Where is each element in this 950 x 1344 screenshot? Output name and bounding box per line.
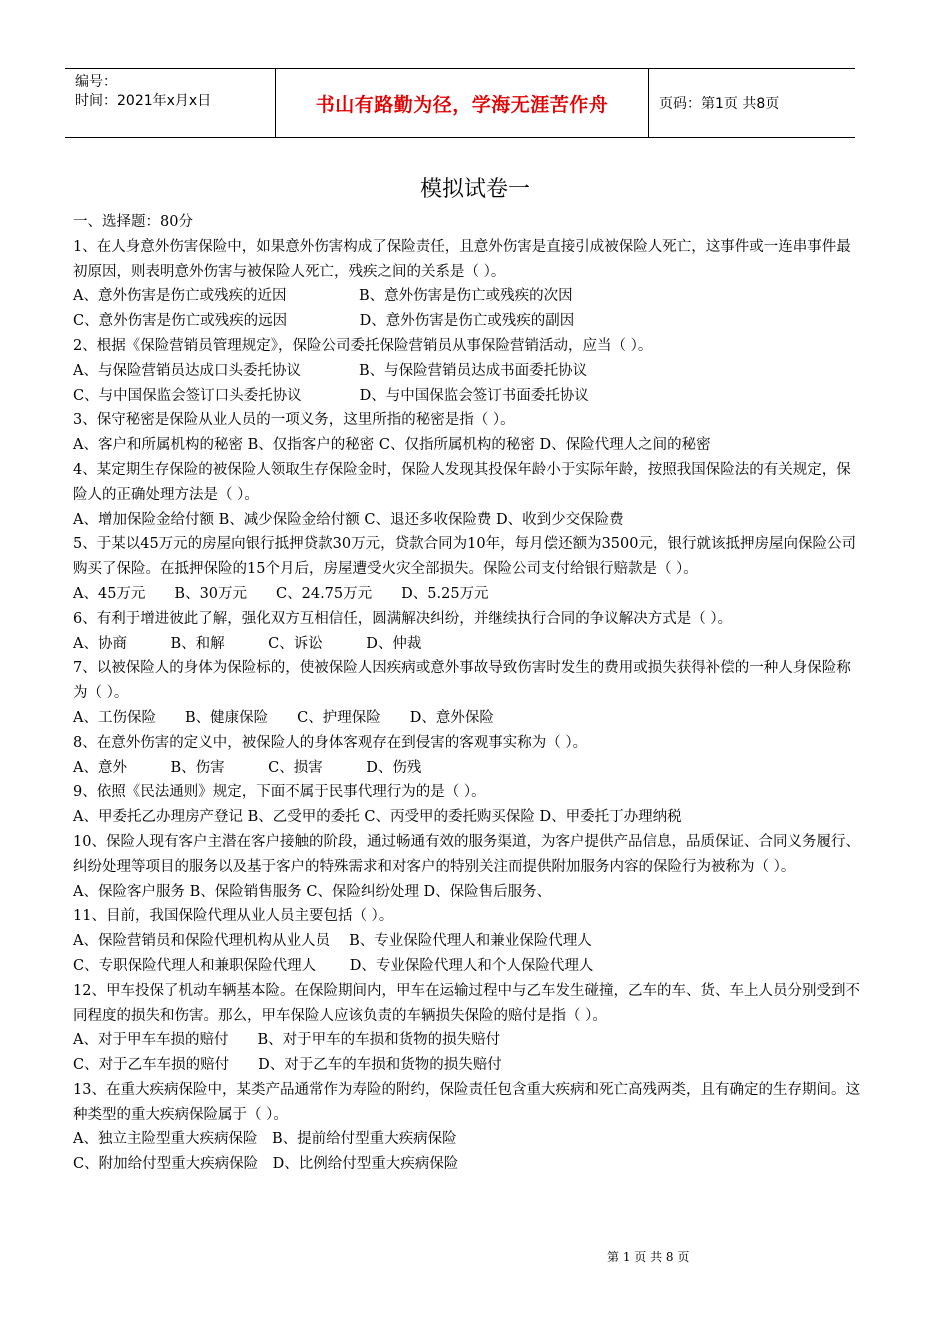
question-line: 8、在意外伤害的定义中，被保险人的身体客观存在到侵害的客观事实称为（ ）。 (73, 734, 588, 751)
header-page-info-cell (649, 69, 855, 137)
document-header (65, 68, 855, 138)
option-line: A、客户和所属机构的秘密 B、仅指客户的秘密 C、仅指所属机构的秘密 D、保险代理人之间的秘密 (73, 437, 711, 454)
header-number-label: 编号： (75, 74, 117, 90)
option-line: A、对于甲车车损的赔付 B、对于甲车的车损和货物的损失赔付 (73, 1032, 501, 1049)
option-line: A、保险客户服务 B、保险销售服务 C、保险纠纷处理 D、保险售后服务、 (73, 883, 552, 900)
header-motto: 书山有路勤为径，学海无涯苦作舟 (315, 93, 609, 116)
option-line: A、与保险营销员达成口头委托协议 B、与保险营销员达成书面委托协议 (73, 362, 588, 379)
question-line: 5、于某以45万元的房屋向银行抵押贷款30万元，贷款合同为10年，每月偿还额为3500元，银行就该抵押房屋向保险公司购买了保险。在抵押保险的15个月后，房屋遭受火灾全部损失。保险公司支付给银行赔款是（ ）。 (73, 536, 856, 578)
question-line: 13、在重大疾病保险中，某类产品通常作为寿险的附约，保险责任包含重大疾病和死亡高残两类，且有确定的生存期间。这种类型的重大疾病保险属于（ ）。 (73, 1081, 860, 1123)
option-line: C、对于乙车车损的赔付 D、对于乙车的车损和货物的损失赔付 (73, 1057, 502, 1074)
option-line: A、45万元 B、30万元 C、24.75万元 D、5.25万元 (73, 585, 489, 602)
option-line: C、与中国保监会签订口头委托协议 D、与中国保监会签订书面委托协议 (73, 387, 589, 404)
header-meta (65, 69, 275, 137)
option-line: C、专职保险代理人和兼职保险代理人 D、专业保险代理人和个人保险代理人 (73, 957, 594, 974)
question-line: 2、根据《保险营销员管理规定》，保险公司委托保险营销员从事保险营销活动，应当（ ）。 (73, 337, 653, 354)
question-line: 11、目前，我国保险代理从业人员主要包括（ ）。 (73, 908, 394, 925)
exam-content (73, 210, 863, 1177)
option-line: A、意外伤害是伤亡或残疾的近因 B、意外伤害是伤亡或残疾的次因 (73, 288, 573, 305)
option-line: A、工伤保险 B、健康保险 C、护理保险 D、意外保险 (73, 709, 494, 726)
question-line: 12、甲车投保了机动车辆基本险。在保险期间内，甲车在运输过程中与乙车发生碰撞，乙车的车、货、车上人员分别受到不同程度的损失和伤害。那么，甲车保险人应该负责的车辆损失保险的赔付是指（ ）。 (73, 982, 860, 1024)
option-line: A、协商 B、和解 C、诉讼 D、仲裁 (73, 635, 422, 652)
question-line: 1、在人身意外伤害保险中，如果意外伤害构成了保险责任，且意外伤害是直接引成被保险人死亡，这事件或一连串事件最初原因，则表明意外伤害与被保险人死亡，残疾之间的关系是（ ）。 (73, 238, 851, 280)
option-line: C、意外伤害是伤亡或残疾的远因 D、意外伤害是伤亡或残疾的副因 (73, 313, 575, 330)
question-line: 3、保守秘密是保险从业人员的一项义务，这里所指的秘密是指（ ）。 (73, 412, 515, 429)
question-line: 7、以被保险人的身体为保险标的，使被保险人因疾病或意外事故导致伤害时发生的费用或损失获得补偿的一种人身保险称为（ ）。 (73, 660, 851, 702)
option-line: C、附加给付型重大疾病保险 D、比例给付型重大疾病保险 (73, 1156, 459, 1173)
option-line: A、甲委托乙办理房产登记 B、乙受甲的委托 C、丙受甲的委托购买保险 D、甲委托丁办理纳税 (73, 809, 682, 826)
question-line: 10、保险人现有客户主潜在客户接触的阶段，通过畅通有效的服务渠道，为客户提供产品信息，品质保证、合同义务履行、纠纷处理等项目的服务以及基于客户的特殊需求和对客户的特别关注而提供附加服务内容的保险行为被称为（ ）。 (73, 833, 860, 875)
option-line: A、意外 B、伤害 C、损害 D、伤残 (73, 759, 422, 776)
question-line: 6、有利于增进彼此了解，强化双方互相信任，圆满解决纠纷，并继续执行合同的争议解决方式是（ ）。 (73, 610, 733, 627)
footer-page-number: 第 1 页 共 8 页 (607, 1250, 690, 1264)
header-page-info: 页码：第1页 共8页 (659, 96, 780, 112)
question-line: 4、某定期生存保险的被保险人领取生存保险金时，保险人发现其投保年龄小于实际年龄，按照我国保险法的有关规定，保险人的正确处理方法是（ ）。 (73, 461, 851, 503)
option-line: A、独立主险型重大疾病保险 B、提前给付型重大疾病保险 (73, 1131, 457, 1148)
document-title: 模拟试卷一 (419, 177, 530, 202)
header-time-label: 时间：2021年x月x日 (75, 93, 212, 109)
option-line: A、增加保险金给付额 B、减少保险金给付额 C、退还多收保险费 D、收到少交保险费 (73, 511, 624, 528)
question-line: 9、依照《民法通则》规定，下面不属于民事代理行为的是（ ）。 (73, 784, 486, 801)
header-motto-cell (275, 69, 649, 137)
section-heading: 一、选择题：80分 (73, 214, 193, 230)
option-line: A、保险营销员和保险代理机构从业人员 B、专业保险代理人和兼业保险代理人 (73, 933, 592, 950)
